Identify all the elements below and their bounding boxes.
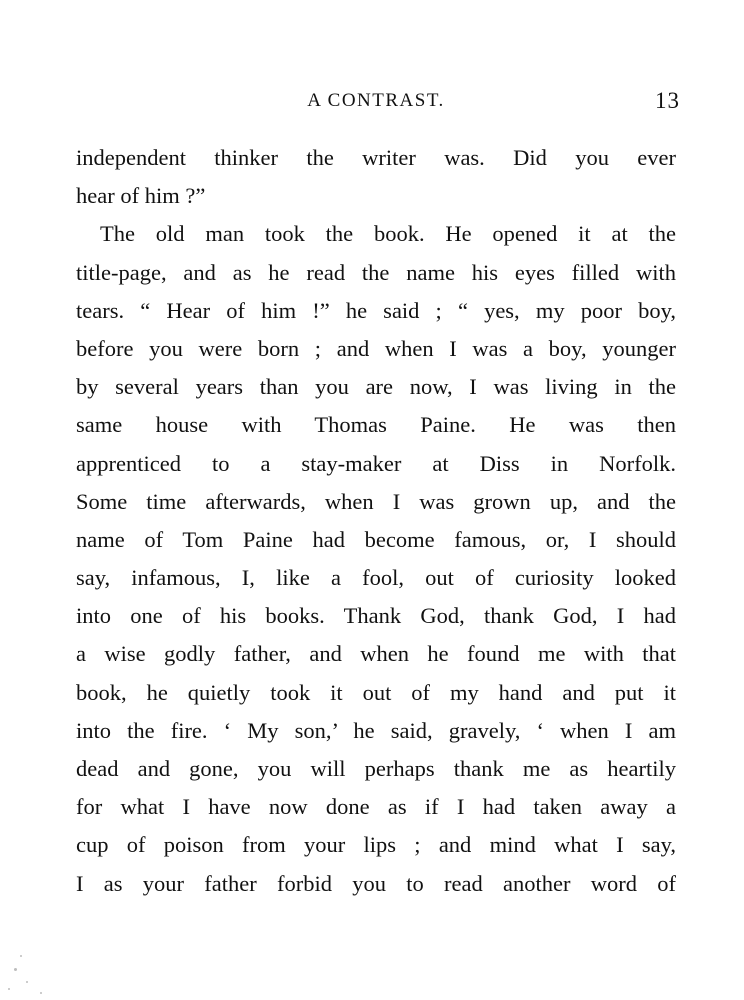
- text-line: name of Tom Paine had become famous, or, I should: [76, 526, 676, 552]
- text-line: same house with Thomas Paine. He was then: [76, 412, 676, 438]
- text-line: by several years than you are now, I was living in the: [76, 374, 676, 400]
- text-line: for what I have now done as if I had taken away a: [76, 794, 676, 820]
- text-line: I as your father forbid you to read another word of: [76, 870, 676, 896]
- text-line: cup of poison from your lips ; and mind what I say,: [76, 832, 676, 858]
- paper-speck: [14, 968, 17, 971]
- text-line: hear of him ?”: [76, 183, 206, 209]
- paper-speck: [8, 988, 10, 990]
- text-line: tears. “ Hear of him !” he said ; “ yes, my poor boy,: [76, 297, 676, 323]
- page-number: 13: [655, 88, 680, 113]
- body-text: [76, 139, 676, 903]
- paper-speck: [40, 992, 42, 994]
- text-line: apprenticed to a stay-maker at Diss in Norfolk.: [76, 450, 676, 476]
- text-line: independent thinker the writer was. Did you ever: [76, 145, 676, 170]
- text-line: Some time afterwards, when I was grown up, and the: [76, 488, 676, 514]
- running-head: [76, 88, 680, 118]
- text-line: dead and gone, you will perhaps thank me as heartily: [76, 756, 676, 781]
- running-title: A CONTRAST.: [307, 90, 445, 111]
- text-line: The old man took the book. He opened it at the: [100, 221, 676, 247]
- text-line: title-page, and as he read the name his eyes filled with: [76, 259, 676, 285]
- paper-speck: [20, 955, 22, 957]
- text-line: a wise godly father, and when he found me with that: [76, 641, 676, 667]
- text-line: say, infamous, I, like a fool, out of curiosity looked: [76, 565, 676, 591]
- text-line: before you were born ; and when I was a boy, younger: [76, 335, 676, 361]
- text-line: into the fire. ‘ My son,’ he said, gravely, ‘ when I am: [76, 717, 676, 743]
- text-line: into one of his books. Thank God, thank God, I had: [76, 603, 676, 629]
- text-line: book, he quietly took it out of my hand and put it: [76, 679, 676, 705]
- paper-speck: [26, 981, 28, 983]
